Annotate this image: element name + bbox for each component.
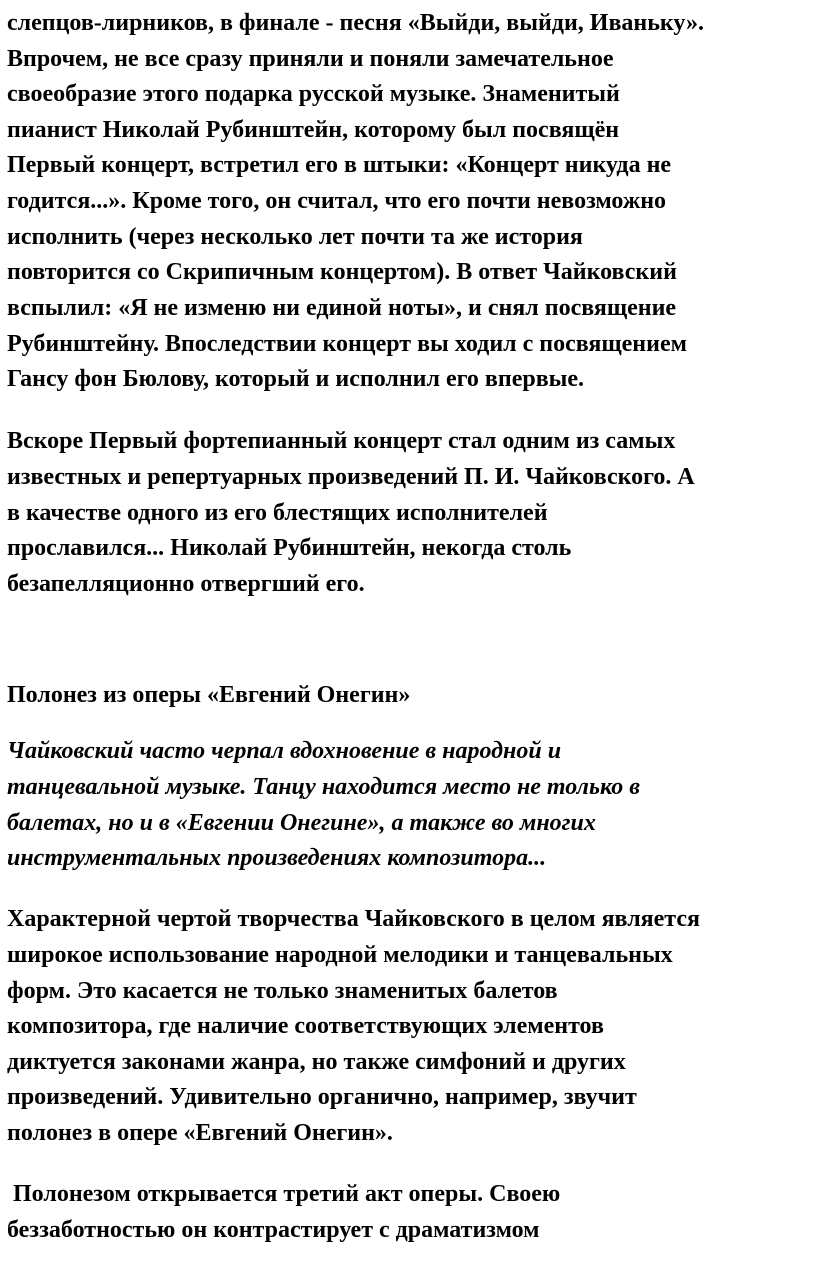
text-line: произведений. Удивительно органично, например, звучит bbox=[7, 1084, 637, 1110]
text-line: пианист Николай Рубинштейн, которому был посвящён bbox=[7, 117, 620, 143]
text-line: в качестве одного из его блестящих исполнителей bbox=[7, 500, 548, 526]
text-line: исполнить (через несколько лет почти та же история bbox=[7, 224, 583, 250]
text-line: Рубинштейну. Впоследствии концерт вы ходил с посвящением bbox=[7, 331, 687, 357]
text-line: Первый концерт, встретил его в штыки: «Концерт никуда не bbox=[7, 152, 672, 178]
text-line: Впрочем, не все сразу приняли и поняли замечательное bbox=[7, 46, 614, 72]
text-line: известных и репертуарных произведений П. И. Чайковского. А bbox=[7, 464, 695, 490]
text-line: инструментальных произведениях композитора... bbox=[7, 845, 547, 871]
text-line: Полонезом открывается третий акт оперы. Своею bbox=[7, 1181, 561, 1207]
text-line: прославился... Николай Рубинштейн, некогда столь bbox=[7, 535, 572, 561]
text-line: слепцов-лирников, в финале - песня «Выйди, выйди, Иваньку». bbox=[7, 10, 705, 36]
text-line: Гансу фон Бюлову, который и исполнил его впервые. bbox=[7, 366, 585, 392]
text-line: своеобразие этого подарка русской музыке. Знаменитый bbox=[7, 81, 620, 107]
text-line: повторится со Скрипичным концертом). В ответ Чайковский bbox=[7, 259, 677, 285]
text-line: танцевальной музыке. Танцу находится место не только в bbox=[7, 774, 640, 800]
text-line: Характерной чертой творчества Чайковского в целом является bbox=[7, 906, 701, 932]
text-line: безапелляционно отвергший его. bbox=[7, 571, 365, 597]
text-line: композитора, где наличие соответствующих элементов bbox=[7, 1013, 604, 1039]
text-line: балетах, но и в «Евгении Онегине», а также во многих bbox=[7, 810, 596, 836]
text-line: Чайковский часто черпал вдохновение в народной и bbox=[7, 738, 562, 764]
text-line: форм. Это касается не только знаменитых балетов bbox=[7, 978, 558, 1004]
text-line: широкое использование народной мелодики и танцевальных bbox=[7, 942, 673, 968]
text-line: беззаботностью он контрастирует с драматизмом bbox=[7, 1217, 540, 1243]
text-line: полонез в опере «Евгений Онегин». bbox=[7, 1120, 393, 1146]
text-line: диктуется законами жанра, но также симфоний и других bbox=[7, 1049, 626, 1075]
text-line: Вскоре Первый фортепианный концерт стал одним из самых bbox=[7, 428, 676, 454]
text-line: годится...». Кроме того, он считал, что его почти невозможно bbox=[7, 188, 667, 214]
section-heading: Полонез из оперы «Евгений Онегин» bbox=[7, 682, 411, 708]
text-line: вспылил: «Я не изменю ни единой ноты», и снял посвящение bbox=[7, 295, 677, 321]
